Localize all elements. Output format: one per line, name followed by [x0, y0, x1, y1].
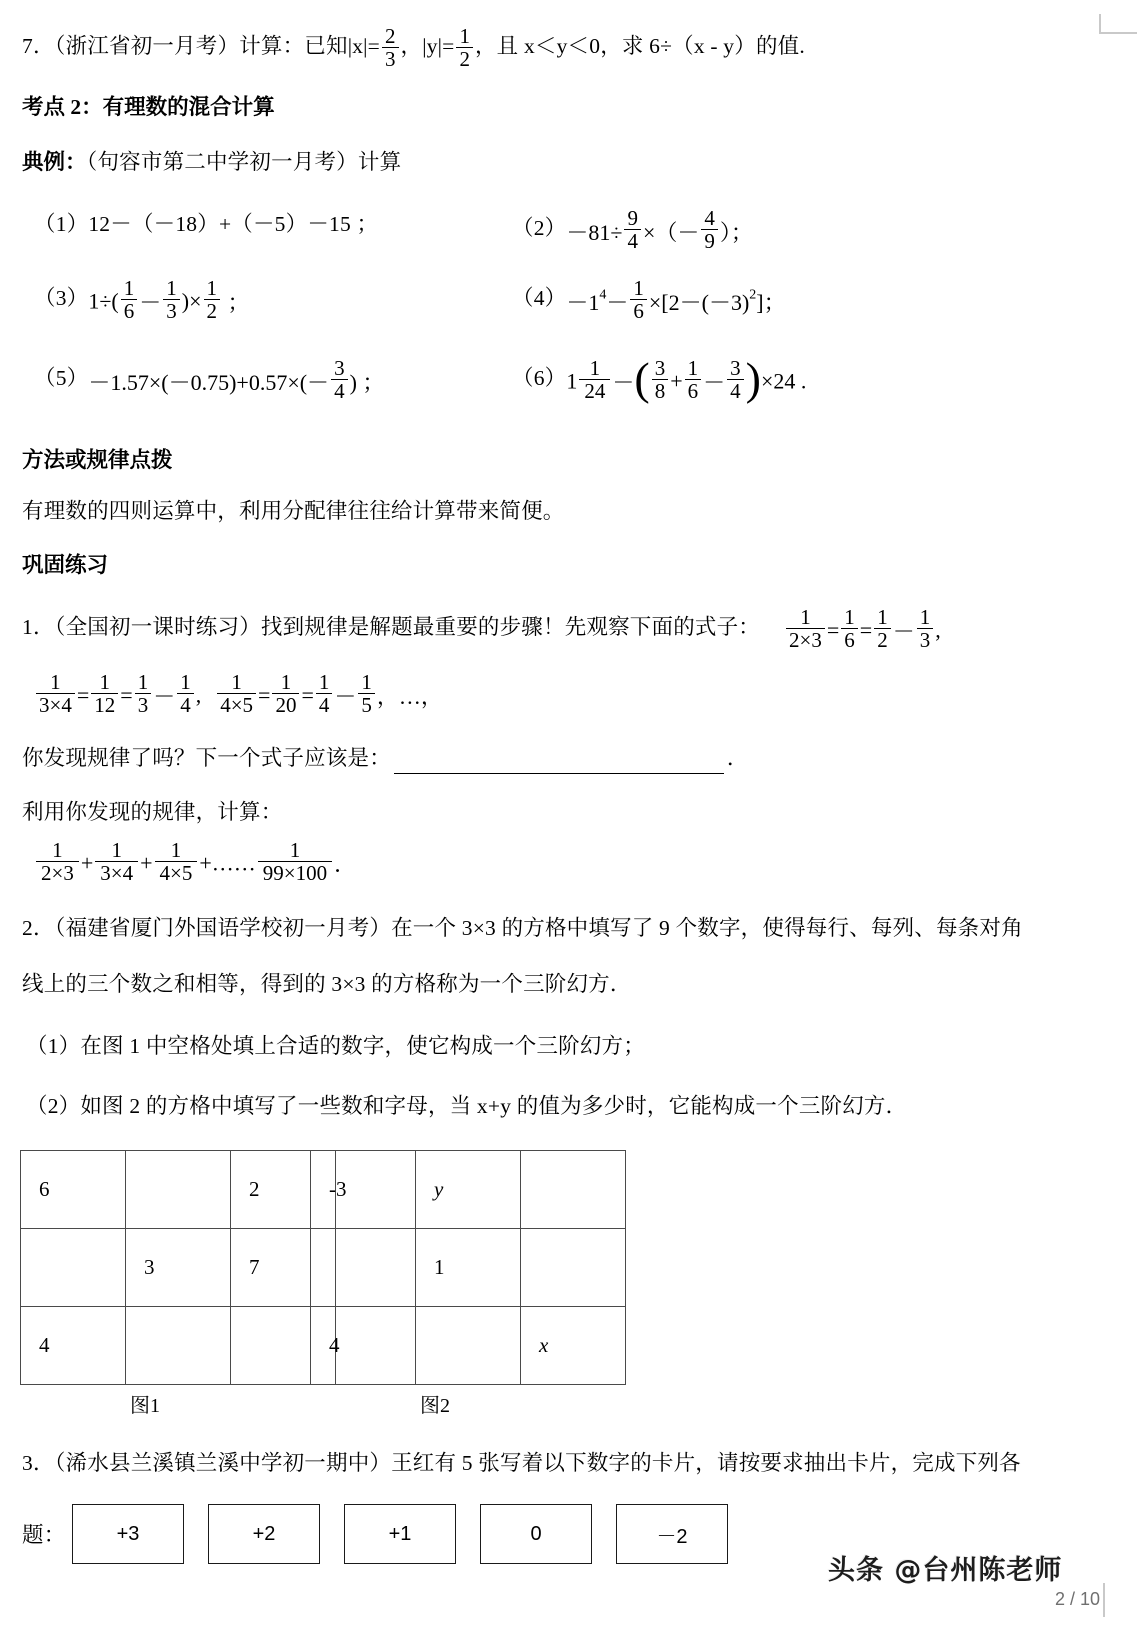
exercise-6-minus2: －	[703, 369, 726, 395]
fraction-1-3-b: $\frac{1}{3}$	[917, 606, 934, 653]
fig1-cell-r1c1[interactable]: 3	[126, 1229, 231, 1307]
number-card-3-value: +1	[388, 1522, 412, 1545]
dianli-label: 典例：	[22, 150, 87, 174]
fraction-1-6-b: $\frac{1}{6}$	[630, 277, 647, 324]
table-row	[21, 1151, 336, 1229]
exercise-3	[34, 278, 250, 325]
exercise-2-number: （2）	[512, 215, 567, 240]
paren-close-icon: )	[745, 353, 761, 405]
practice-1-sum-row	[34, 840, 356, 887]
fraction-9-4: $\frac{9}{4}$	[624, 207, 641, 254]
crop-mark-top-right	[1099, 14, 1137, 44]
fraction-1-4-b: $\frac{1}{4}$	[316, 671, 333, 718]
method-text: 有理数的四则运算中，利用分配律往往给计算带来简便。	[22, 499, 565, 523]
fraction-1-24: $\frac{1}{24}$	[579, 357, 610, 404]
practice-2-sub2: （2）如图 2 的方格中填写了一些数和字母，当 x+y 的值为多少时，它能构成一个三阶幻方．	[26, 1094, 908, 1118]
question-7-tail: ，且 x＜y＜0，求 6÷（x - y）的值.	[474, 33, 805, 58]
fraction-1-2-c: $\frac{1}{2}$	[874, 606, 891, 653]
fraction-1-6: $\frac{1}{6}$	[121, 277, 138, 324]
answer-blank-input[interactable]	[394, 753, 724, 774]
watermark: 头条 @台州陈老师	[828, 1555, 1063, 1586]
seq2-minus: －	[153, 683, 176, 709]
fraction-1-3-c: $\frac{1}{3}$	[135, 671, 152, 718]
crop-mark-bottom-right	[1103, 1583, 1137, 1617]
exercise-5-post: ) ；	[349, 369, 385, 395]
fraction-3-4: $\frac{3}{4}$	[331, 357, 348, 404]
magic-square-figure-2[interactable]	[310, 1150, 626, 1385]
exercise-2-pre: －81÷	[566, 219, 623, 245]
exercise-5-number: （5）	[34, 365, 89, 390]
fig2-cell-r2c0[interactable]: 4	[311, 1307, 416, 1385]
exercise-6-number: （6）	[512, 365, 567, 390]
number-card-5[interactable]	[616, 1504, 728, 1564]
practice-2-line2: 线上的三个数之和相等，得到的 3×3 的方格称为一个三阶幻方．	[22, 972, 632, 996]
fraction-1-4x5: $\frac{1}{4\times 5}$	[217, 671, 256, 718]
practice-3-line1: 3．（浠水县兰溪镇兰溪中学初一期中）王红有 5 张写着以下数字的卡片，请按要求抽出卡片，完成下列各	[22, 1451, 1021, 1475]
practice-2-sub1: （1）在图 1 中空格处填上合适的数字，使它构成一个三阶幻方；	[26, 1034, 645, 1058]
exercise-4-exponent: 4	[599, 287, 607, 303]
fraction-3-8: $\frac{3}{8}$	[652, 357, 669, 404]
fraction-1-6-c: $\frac{1}{6}$	[685, 357, 702, 404]
table-row	[21, 1307, 336, 1385]
exercise-4-minus: －	[606, 289, 629, 315]
magic-square-figure-1[interactable]	[20, 1150, 336, 1385]
practice-3-label: 题：	[22, 1523, 66, 1547]
exercise-2-mid: ×（－	[642, 219, 700, 245]
number-card-1[interactable]	[72, 1504, 184, 1564]
fraction-1-4: $\frac{1}{4}$	[177, 671, 194, 718]
seq3-minus: －	[334, 683, 357, 709]
fig1-cell-r2c1[interactable]	[126, 1307, 231, 1385]
fraction-1-20: $\frac{1}{20}$	[272, 671, 299, 718]
exercise-4-post: ×[2－(－3)	[648, 289, 750, 315]
exercise-3-post: ；	[222, 289, 250, 315]
exercise-6-post: ×24 .	[760, 368, 807, 394]
page-number: 2 / 10	[1055, 1589, 1101, 1609]
fraction-1-2: $\frac{1}{2}$	[456, 25, 473, 72]
number-card-5-value: －2	[656, 1525, 688, 1548]
practice-1-use-rule: 利用你发现的规律，计算：	[22, 800, 283, 824]
exercise-4-end: ]；	[756, 289, 786, 315]
exercise-1	[34, 208, 378, 240]
figure-1-caption: 图1	[130, 1395, 160, 1417]
fraction-4-9: $\frac{4}{9}$	[701, 207, 718, 254]
paren-open-icon: (	[634, 353, 650, 405]
fig2-cell-r0c0[interactable]: -3	[311, 1151, 416, 1229]
number-card-3[interactable]	[344, 1504, 456, 1564]
fraction-1-2-b: $\frac{1}{2}$	[204, 277, 221, 324]
exercise-4-pre: －1	[566, 289, 600, 315]
sum-end: ．	[334, 851, 357, 877]
fig2-cell-r2c1[interactable]	[416, 1307, 521, 1385]
exercise-6-whole: 1	[566, 368, 578, 394]
fig1-cell-r1c0[interactable]	[21, 1229, 126, 1307]
table-row	[21, 1229, 336, 1307]
fig1-cell-r0c1[interactable]	[126, 1151, 231, 1229]
number-card-1-value: +3	[116, 1522, 140, 1545]
practice-heading: 巩固练习	[22, 553, 109, 577]
dianli-text: （句容市第二中学初一月考）计算	[86, 150, 402, 174]
exercise-3-mid: －	[139, 289, 162, 315]
fig2-cell-r1c2[interactable]	[521, 1229, 626, 1307]
fraction-1-12: $\frac{1}{12}$	[91, 671, 118, 718]
exercise-1-body: 12－（－18）+（－5）－15 ；	[88, 212, 379, 236]
exercise-2-post: ）；	[719, 219, 753, 245]
fraction-2-3: $\frac{2}{3}$	[382, 25, 399, 72]
exercise-3-mid2: )×	[181, 288, 202, 314]
fig2-cell-r0c1[interactable]: y	[416, 1151, 521, 1229]
exercise-4-number: （4）	[512, 285, 567, 310]
sum-plus-1: +	[80, 850, 94, 876]
number-card-4[interactable]	[480, 1504, 592, 1564]
fraction-1-2x3: $\frac{1}{2\times 3}$	[786, 606, 825, 653]
exercise-5-pre: －1.57×(－0.75)+0.57×(－	[88, 369, 330, 395]
table-row	[311, 1151, 626, 1229]
exercise-5	[34, 358, 384, 405]
exercise-4	[512, 278, 786, 325]
exercise-6	[512, 353, 807, 405]
practice-1-lead-row	[22, 607, 941, 654]
practice-1-lead: 1．（全国初一课时练习）找到规律是解题最重要的步骤！先观察下面的式子：	[22, 614, 761, 639]
fig2-cell-r1c1[interactable]: 1	[416, 1229, 521, 1307]
number-card-4-value: 0	[530, 1522, 542, 1545]
exercise-2	[512, 208, 753, 255]
question-7-lead: 7．（浙江省初一月考）计算：已知|x|=	[22, 33, 380, 58]
exercise-3-pre: 1÷(	[88, 288, 119, 314]
exercise-4-exponent2: 2	[749, 287, 757, 303]
practice-1-ask: 你发现规律了吗？下一个式子应该是：	[22, 746, 391, 770]
seq1-eq2: =	[859, 617, 873, 643]
practice-1-ask-end: ．	[726, 746, 749, 770]
fig1-cell-r1c2[interactable]: 7	[231, 1229, 336, 1307]
fig1-cell-r0c2[interactable]: 2	[231, 1151, 336, 1229]
seq3-eq1: =	[258, 682, 271, 708]
number-card-2[interactable]	[208, 1504, 320, 1564]
seq3-eq2: =	[301, 682, 314, 708]
fig2-cell-r1c0[interactable]	[311, 1229, 416, 1307]
fig2-cell-r0c2[interactable]	[521, 1151, 626, 1229]
fraction-3-4-b: $\frac{3}{4}$	[727, 357, 744, 404]
sum-fraction-1-3x4: $\frac{1}{3\times 4}$	[95, 839, 138, 886]
kaodian-2-heading	[22, 90, 275, 121]
exercise-6-plus: +	[670, 368, 683, 394]
sum-plus-2: +	[140, 850, 153, 876]
practice-2-line1: 2．（福建省厦门外国语学校初一月考）在一个 3×3 的方格中填写了 9 个数字，使得每行、每列、每条对角	[22, 916, 1023, 940]
figure-2-caption: 图2	[420, 1395, 450, 1417]
fraction-1-6-d: $\frac{1}{6}$	[841, 606, 858, 653]
question-7	[22, 26, 805, 73]
fraction-1-3: $\frac{1}{3}$	[163, 277, 180, 324]
table-row	[311, 1229, 626, 1307]
seq1-eq1: =	[826, 617, 840, 643]
seq1-comma: ,	[935, 617, 941, 643]
fig1-cell-r0c0[interactable]: 6	[21, 1151, 126, 1229]
dianli-heading	[22, 145, 401, 178]
kaodian-2-title: 有理数的混合计算	[102, 95, 275, 119]
question-7-mid: ，|y|=	[400, 33, 455, 58]
practice-1-seq-row	[34, 672, 443, 719]
sum-fraction-1-2x3: $\frac{1}{2\times 3}$	[36, 839, 79, 886]
seq3-comma: ，…，	[376, 683, 443, 709]
number-card-2-value: +2	[252, 1522, 276, 1545]
sum-fraction-1-4x5: $\frac{1}{4\times 5}$	[155, 839, 198, 886]
sum-fraction-1-99x100: $\frac{1}{99\times 100}$	[258, 839, 332, 886]
seq2-comma: ,	[195, 682, 202, 708]
fig1-cell-r2c0[interactable]: 4	[21, 1307, 126, 1385]
fraction-1-3x4: $\frac{1}{3\times 4}$	[36, 671, 75, 718]
seq2-eq1: =	[76, 682, 90, 708]
practice-1-ask-row	[22, 742, 749, 774]
method-heading: 方法或规律点拨	[22, 448, 173, 472]
table-row	[311, 1307, 626, 1385]
seq2-eq2: =	[120, 682, 133, 708]
exercise-1-number: （1）	[34, 212, 89, 236]
sum-ellipsis: +……	[199, 850, 256, 876]
fraction-1-5: $\frac{1}{5}$	[358, 671, 375, 718]
exercise-6-minus: －	[612, 369, 635, 395]
kaodian-2-label: 考点 2：	[22, 95, 103, 119]
seq1-minus: －	[892, 618, 915, 644]
fig2-cell-r2c2[interactable]: x	[521, 1307, 626, 1385]
exercise-3-number: （3）	[34, 285, 89, 310]
